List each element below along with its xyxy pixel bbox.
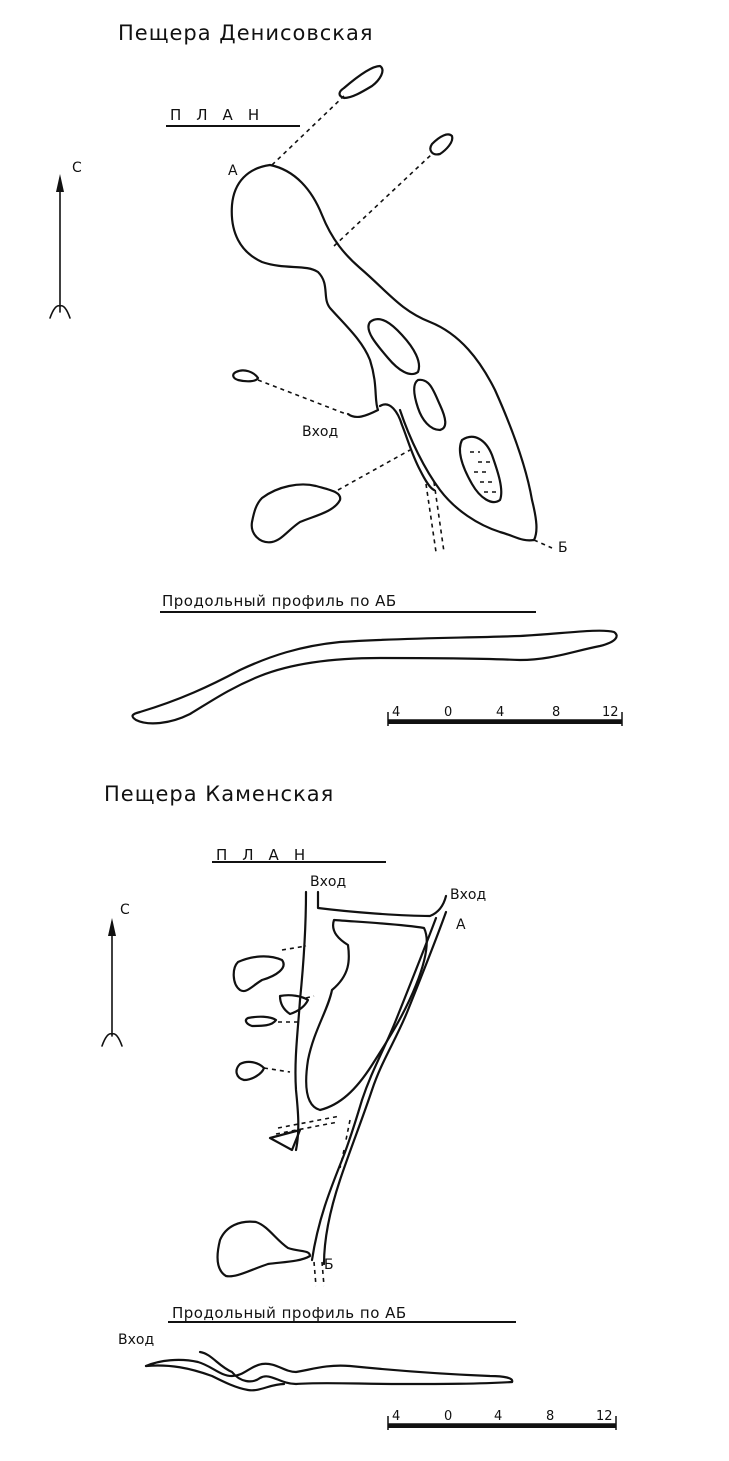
- cave2-south-exit: [314, 1262, 324, 1286]
- cave2-section: [102, 782, 616, 1430]
- cave2-east-wall: [324, 912, 446, 1264]
- cave2-side-chamber-1: [234, 956, 284, 991]
- cave1-scale-bar: [388, 712, 622, 726]
- cave2-connector-5: [276, 1116, 340, 1134]
- cave1-section: [50, 21, 622, 726]
- cave1-connector-4: [338, 450, 410, 490]
- cave2-scale-tick-1: 4: [392, 1409, 401, 1424]
- cave1-connector-3: [258, 380, 346, 414]
- cave2-entrance-1: Вход: [310, 874, 347, 890]
- cave1-plan: [232, 66, 552, 552]
- cave2-connector-4: [264, 1068, 290, 1072]
- cave2-outer-loop: [318, 892, 446, 916]
- cave1-north-label: С: [72, 160, 82, 176]
- cave2-north-label: С: [120, 902, 130, 918]
- cave2-title: Пещера Каменская: [104, 782, 335, 806]
- cave1-pillar-2: [414, 380, 445, 430]
- cave2-inner-block: [306, 920, 427, 1110]
- cave2-plan-heading: ПЛАН: [216, 846, 321, 864]
- cave1-title: Пещера Денисовская: [118, 21, 374, 45]
- cave1-north-arrow: [50, 174, 70, 318]
- cave2-north-arrow: [102, 918, 122, 1046]
- cave2-profile-title: Продольный профиль по АБ: [172, 1304, 407, 1322]
- cave2-side-chamber-2: [280, 995, 308, 1014]
- cave1-profile-title: Продольный профиль по АБ: [162, 592, 397, 610]
- cave1-side-chamber-e: [430, 134, 452, 154]
- cave2-connector-1: [282, 946, 306, 950]
- cave1-scale-tick-1: 4: [392, 705, 401, 720]
- cave1-pillar-1: [368, 319, 419, 374]
- cave1-scale-tick-2: 0: [444, 705, 453, 720]
- cave2-plan: [218, 892, 446, 1286]
- cave1-plan-heading: ПЛАН: [170, 106, 275, 124]
- cave2-scale-tick-5: 12: [596, 1409, 613, 1424]
- cave2-scale-tick-2: 0: [444, 1409, 453, 1424]
- cave2-profile-outline-top: [146, 1360, 512, 1382]
- cave1-scale-tick-5: 12: [602, 705, 619, 720]
- cave2-profile-outline-bottom: [200, 1352, 512, 1384]
- cave1-entrance-label: Вход: [302, 424, 339, 440]
- cave1-scale-tick-4: 8: [552, 705, 561, 720]
- cave2-side-chamber-3: [246, 1017, 276, 1026]
- cave1-b-connector: [534, 540, 552, 548]
- cave2-point-b: Б: [324, 1257, 334, 1273]
- cave2-connector-2: [306, 996, 314, 998]
- cave1-main-chamber-outline: [232, 165, 378, 417]
- cave1-side-chamber-sw: [252, 485, 340, 543]
- cave2-profile-entrance: Вход: [118, 1332, 155, 1348]
- cave1-connector-2: [334, 154, 432, 246]
- cave1-side-chamber-ne: [340, 66, 383, 98]
- cave2-point-a: А: [456, 917, 466, 933]
- cave1-entrance-passage-outline: [380, 404, 434, 490]
- cave1-point-b: Б: [558, 540, 568, 556]
- cave2-scale-tick-4: 8: [546, 1409, 555, 1424]
- cave2-side-chamber-4: [237, 1062, 264, 1080]
- cave2-scale-tick-3: 4: [494, 1409, 503, 1424]
- cave2-west-wall: [295, 892, 306, 1150]
- cave1-east-wall-outline: [270, 165, 536, 540]
- cave1-scale-tick-3: 4: [496, 705, 505, 720]
- cave2-entrance-2: Вход: [450, 887, 487, 903]
- cave2-south-chamber: [218, 1222, 310, 1277]
- cave1-connector-1: [272, 96, 344, 165]
- cave1-point-a: А: [228, 163, 238, 179]
- cave1-profile-outline: [133, 631, 617, 724]
- cave1-side-chamber-w: [233, 370, 258, 381]
